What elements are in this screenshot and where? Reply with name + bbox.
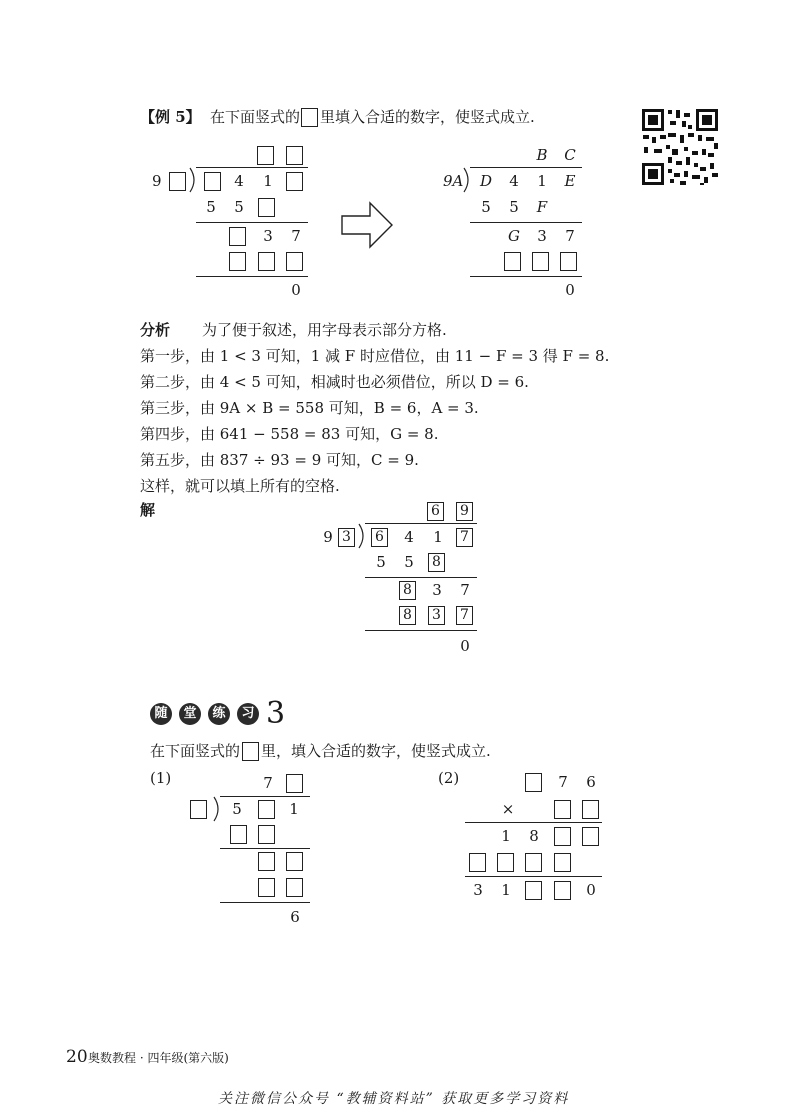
example-text-end: 里填入合适的数字，使竖式成立. [320, 108, 535, 126]
quotient-digit: 7 [263, 774, 273, 792]
multiplicand-digit: 7 [558, 773, 568, 791]
multiply-sign: × [501, 800, 515, 818]
subtraction-line [470, 276, 582, 277]
final-remainder: 0 [460, 637, 470, 655]
division-bracket [213, 796, 223, 822]
dividend-digit: 1 [289, 800, 299, 818]
multiplier-box [582, 800, 599, 819]
divisor-digit: 9 [152, 172, 162, 190]
product-box [229, 252, 246, 271]
product-box: 7 [456, 606, 473, 625]
multiplication-line [465, 822, 602, 823]
partial-box [525, 853, 542, 872]
product-digit: 0 [586, 881, 596, 899]
subtraction-line [220, 902, 310, 903]
multiplier-box [554, 800, 571, 819]
quotient-box [286, 774, 303, 793]
inline-blank-box [301, 108, 318, 127]
product-box [286, 252, 303, 271]
product-digit: 5 [404, 553, 414, 571]
practice-badge: 随 [150, 703, 172, 725]
practice-badge: 练 [208, 703, 230, 725]
dividend-letter: E [564, 172, 576, 190]
subtraction-line [196, 222, 308, 223]
practice-instruction-start: 在下面竖式的 [150, 742, 241, 760]
product-digit: 5 [481, 198, 491, 216]
remainder-digit: 7 [291, 227, 301, 245]
sum-line [465, 876, 602, 877]
product-digit: 3 [473, 881, 483, 899]
multiplicand-box [525, 773, 542, 792]
divisor-box [169, 172, 186, 191]
solution-label: 解 [140, 501, 156, 519]
product-box [258, 825, 275, 844]
partial-box [497, 853, 514, 872]
dividend-box [204, 172, 221, 191]
division-bracket [358, 523, 368, 549]
remainder-box [229, 227, 246, 246]
book-title: 奥数教程 · 四年级(第六版) [88, 1051, 229, 1065]
divisor-box: 3 [338, 528, 355, 547]
dividend-letter: D [479, 172, 493, 190]
inline-blank-box [242, 742, 259, 761]
quotient-letter: C [564, 146, 576, 164]
example-text-start: 在下面竖式的 [210, 108, 301, 126]
analysis-step: 第四步，由 641 − 558 = 83 可知，G = 8. [140, 425, 439, 443]
quotient-box [286, 146, 303, 165]
partial-box [582, 827, 599, 846]
analysis-conclusion: 这样，就可以填上所有的空格. [140, 477, 340, 495]
quotient-box: 9 [456, 502, 473, 521]
dividend-digit: 1 [537, 172, 547, 190]
division-bracket [189, 167, 199, 193]
practice-badge: 堂 [179, 703, 201, 725]
divisor-letters: 9A [443, 172, 464, 190]
product-box [560, 252, 577, 271]
remainder-digit: 3 [537, 227, 547, 245]
partial-box [554, 853, 571, 872]
product-box [258, 252, 275, 271]
dividend-box [286, 172, 303, 191]
remainder-digit: 7 [460, 581, 470, 599]
partial-box [469, 853, 486, 872]
product-box: 3 [428, 606, 445, 625]
division-bar [470, 167, 582, 168]
product-box: 8 [399, 606, 416, 625]
right-arrow-icon [340, 200, 395, 250]
dividend-digit: 4 [404, 528, 414, 546]
subtraction-line [365, 577, 477, 578]
product-letter: F [536, 198, 548, 216]
subtraction-line [365, 630, 477, 631]
dividend-digit: 1 [263, 172, 273, 190]
product-box [525, 881, 542, 900]
final-remainder: 0 [291, 281, 301, 299]
analysis-intro: 为了便于叙述，用字母表示部分方格. [202, 321, 447, 339]
subtraction-line [196, 276, 308, 277]
remainder-digit: 3 [263, 227, 273, 245]
product-digit: 1 [501, 881, 511, 899]
multiplicand-digit: 6 [586, 773, 596, 791]
dividend-digit: 4 [234, 172, 244, 190]
product-box [258, 198, 275, 217]
dividend-box [258, 800, 275, 819]
division-bar [365, 523, 477, 524]
division-bracket [463, 167, 473, 193]
product-box [230, 825, 247, 844]
final-remainder: 6 [290, 908, 300, 926]
dividend-digit: 1 [433, 528, 443, 546]
practice-number: 3 [266, 696, 286, 731]
quotient-box: 6 [427, 502, 444, 521]
qr-code-icon [640, 107, 720, 187]
example-tag: 【例 5】 [140, 108, 201, 126]
product-box: 8 [428, 553, 445, 572]
product-digit: 5 [206, 198, 216, 216]
remainder-letter: G [508, 227, 520, 245]
practice-instruction-end: 里，填入合适的数字，使竖式成立. [261, 742, 491, 760]
product-box [258, 878, 275, 897]
product-digit: 5 [509, 198, 519, 216]
subtraction-line [470, 222, 582, 223]
partial-digit: 8 [529, 827, 539, 845]
analysis-step: 第三步，由 9A × B = 558 可知，B = 6，A = 3. [140, 399, 479, 417]
product-box [532, 252, 549, 271]
analysis-step: 第二步，由 4 < 5 可知，相减时也必须借位，所以 D = 6. [140, 373, 529, 391]
product-digit: 5 [234, 198, 244, 216]
remainder-digit: 3 [432, 581, 442, 599]
partial-box [554, 827, 571, 846]
dividend-digit: 5 [232, 800, 242, 818]
dividend-box: 6 [371, 528, 388, 547]
dividend-digit: 4 [509, 172, 519, 190]
analysis-step: 第一步，由 1 < 3 可知，1 减 F 时应借位，由 11 − F = 3 得 F = 8. [140, 347, 610, 365]
remainder-box [258, 852, 275, 871]
final-remainder: 0 [565, 281, 575, 299]
page-number: 20 [66, 1047, 88, 1067]
dividend-box: 7 [456, 528, 473, 547]
product-digit: 5 [376, 553, 386, 571]
remainder-digit: 7 [565, 227, 575, 245]
product-box [554, 881, 571, 900]
product-box [286, 878, 303, 897]
divisor-box [190, 800, 207, 819]
analysis-step: 第五步，由 837 ÷ 93 = 9 可知，C = 9. [140, 451, 419, 469]
division-bar [196, 167, 308, 168]
product-box [504, 252, 521, 271]
problem-label: (2) [438, 769, 460, 787]
subtraction-line [220, 848, 310, 849]
analysis-label: 分析 [140, 321, 171, 339]
remainder-box: 8 [399, 581, 416, 600]
problem-label: (1) [150, 769, 172, 787]
quotient-box [257, 146, 274, 165]
watermark-banner: 关注微信公众号 “教辅资料站” 获取更多学习资料 [218, 1091, 570, 1107]
divisor-digit: 9 [323, 528, 333, 546]
remainder-box [286, 852, 303, 871]
partial-digit: 1 [501, 827, 511, 845]
division-bar [220, 796, 310, 797]
quotient-letter: B [536, 146, 548, 164]
practice-badge: 习 [237, 703, 259, 725]
